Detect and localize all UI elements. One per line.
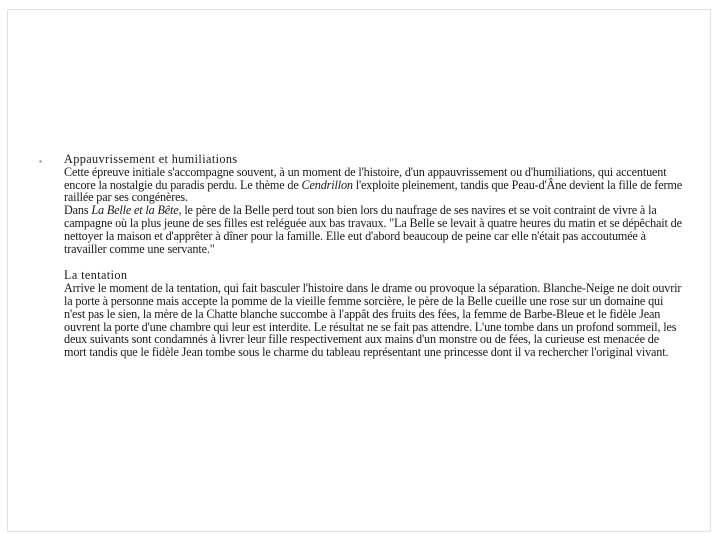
section-heading-tentation: La tentation — [64, 268, 128, 283]
paragraph-text: l'exploite pleinement, tandis que Peau-d'Âne devient la fille de ferme raillée par ses congénères. — [64, 177, 682, 205]
paragraph-tentation: Arrive le moment de la tentation, qui fait basculer l'histoire dans le drame ou provoque la séparation. Blanche-Neige ne doit ouvrir la porte à personne mais accepte la pomme de la vieille femme sorcière, le père de la Belle cueille une rose sur un domaine qui n'est pas le sien, la mère de la Chatte blanche succombe à l'appât des fruits des fées, la femme de Barbe-Bleue et le fidèle Jean ouvrent la porte d'une chambre qui leur est interdite. Le résultat ne se fait pas attendre. L'une tombe dans un profond sommeil, les deux suivants sont condamnés à livrer leur fille respectivement aux mains d'un monstre ou de fées, la curieuse est menacée de mort tandis que le fidèle Jean tombe sous le charme du tableau représentant une princesse dont il va rechercher l'original vivant. — [64, 281, 682, 360]
paragraph-text: , le père de la Belle perd tout son bien lors du naufrage de ses navires et se voit contraint de vivre à la campagne où la plus jeune de ses filles est reléguée aux bas travaux. "La Belle se levait à quatre heures du matin et se dépêchait de nettoyer la maison et d'apprêter à dîner pour la famille. Elle eut d'abord beaucoup de peine car elle n'était pas accoutumée à travailler comme une servante." — [64, 203, 682, 256]
italic-title-belle-et-bete: La Belle et la Bête — [91, 203, 179, 218]
paragraph-text: Dans — [64, 203, 92, 218]
paragraph-text: Cette épreuve initiale s'accompagne souvent, à un moment de l'histoire, d'un appauvrissement ou d'humiliations, qui accentuent encore la nostalgie du paradis perdu. Le thème de — [64, 164, 667, 192]
section-tentation — [64, 269, 682, 359]
slide-body — [64, 153, 682, 359]
paragraph-belle-et-bete — [64, 204, 682, 255]
italic-title-cendrillon: Cendrillon — [301, 177, 353, 192]
square-bullet-icon: ▪ — [39, 157, 42, 166]
section-heading-appauvrissement: Appauvrissement et humiliations — [64, 152, 238, 166]
paragraph-appauvrissement — [64, 166, 682, 204]
